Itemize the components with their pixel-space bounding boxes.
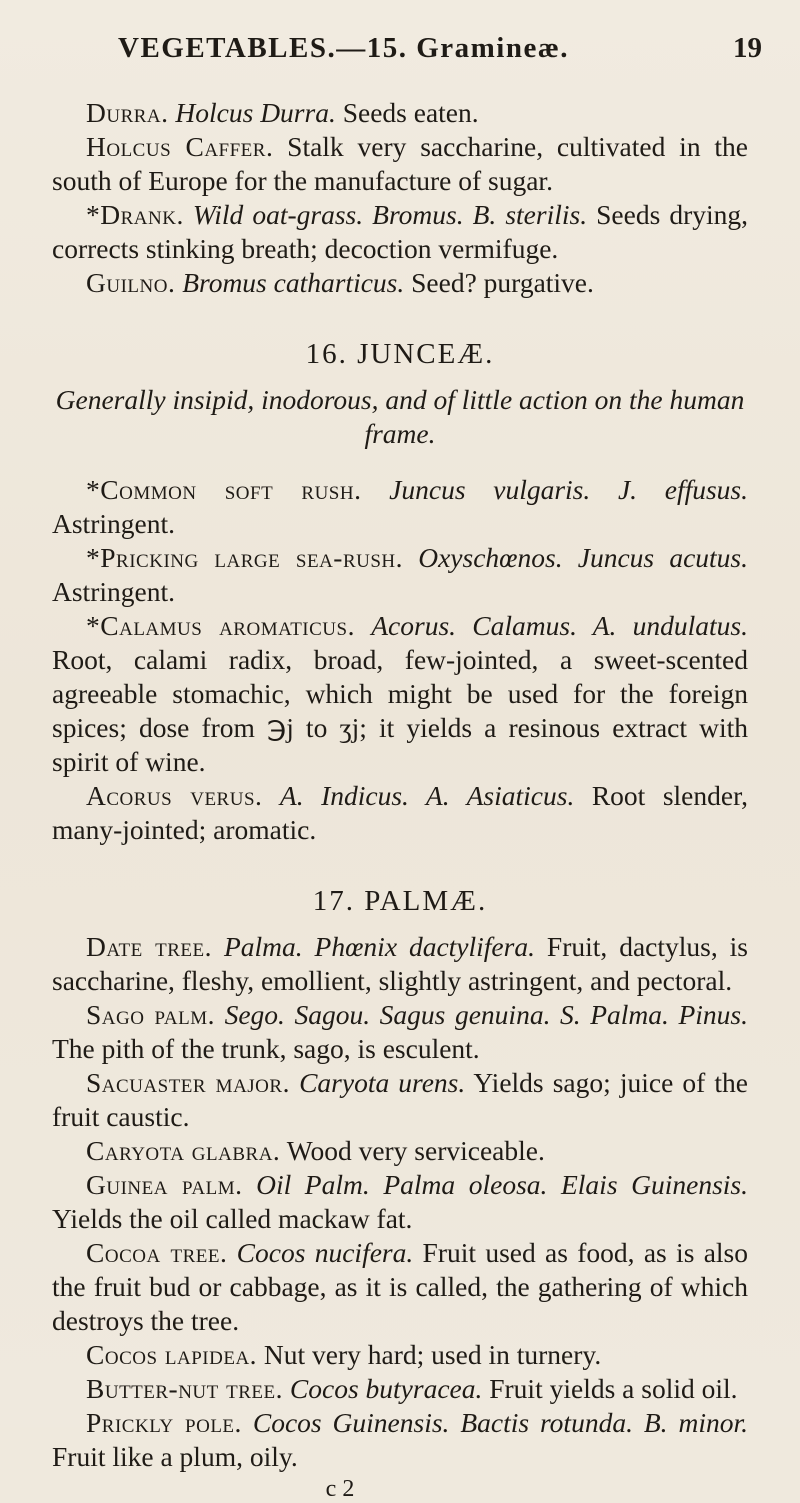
running-title: VEGETABLES.—15. Gramineæ. bbox=[118, 32, 570, 64]
entry-butter-nut-tree: Butter-nut tree. Cocos butyracea. Fruit yields a solid oil. bbox=[86, 1373, 738, 1404]
entry-drank: *Drank. Wild oat-grass. Bromus. B. sterilis. Seeds drying, corrects stinking breath; decoction vermifuge. bbox=[52, 199, 748, 264]
section-17-entries bbox=[52, 930, 748, 1474]
signature-mark: c 2 bbox=[325, 1476, 355, 1502]
section-16-entries bbox=[52, 473, 748, 847]
entry-guinea-palm: Guinea palm. Oil Palm. Palma oleosa. Elais Guinensis. Yields the oil called mackaw fat. bbox=[52, 1169, 748, 1234]
running-head bbox=[0, 30, 800, 70]
entry-durra: Durra. Holcus Durra. Seeds eaten. bbox=[86, 97, 479, 128]
entry-cocoa-tree: Cocoa tree. Cocos nucifera. Fruit used as food, as is also the fruit bud or cabbage, as it is called, the gathering of which destroys the tree. bbox=[52, 1237, 749, 1336]
entry-caryota-glabra: Caryota glabra. Wood very serviceable. bbox=[86, 1135, 545, 1166]
entry-common-soft-rush: *Common soft rush. Juncus vulgaris. J. effusus. Astringent. bbox=[52, 474, 748, 539]
section-16-intro: Generally insipid, inodorous, and of little action on the human frame. bbox=[55, 384, 745, 449]
entry-prickly-pole: Prickly pole. Cocos Guinensis. Bactis rotunda. B. minor. Fruit like a plum, oily. bbox=[52, 1407, 749, 1472]
entry-guilno: Guilno. Bromus catharticus. Seed? purgative. bbox=[86, 267, 594, 298]
entry-sacuaster-major: Sacuaster major. Caryota urens. Yields sago; juice of the fruit caustic. bbox=[52, 1067, 748, 1132]
entry-date-tree: Date tree. Palma. Phœnix dactylifera. Fruit, dactylus, is saccharine, fleshy, emollient, slightly astringent, and pectoral. bbox=[52, 931, 749, 996]
entry-sago-palm: Sago palm. Sego. Sagou. Sagus genuina. S. Palma. Pinus. The pith of the trunk, sago, is esculent. bbox=[52, 999, 748, 1064]
entry-holcus-caffer: Holcus Caffer. Stalk very saccharine, cultivated in the south of Europe for the manufacture of sugar. bbox=[52, 131, 748, 196]
section-16-heading: 16. JUNCEÆ. bbox=[305, 338, 495, 370]
entry-acorus-verus: Acorus verus. A. Indicus. A. Asiaticus. Root slender, many-jointed; aromatic. bbox=[52, 780, 749, 845]
page-number: 19 bbox=[733, 32, 762, 64]
entry-pricking-sea-rush: *Pricking large sea-rush. Oxyschœnos. Juncus acutus. Astringent. bbox=[52, 542, 749, 607]
section-17-heading: 17. PALMÆ. bbox=[312, 885, 488, 917]
entry-calamus: *Calamus aromaticus. Acorus. Calamus. A. undulatus. Root, calami radix, broad, few-jointed, a sweet-scented agreeable stomachic, which might be used for the foreign spices; dose from ℈j to ʒj; it yields a resinous extract with spirit of wine. bbox=[52, 610, 749, 777]
section-15-continued bbox=[52, 96, 748, 300]
entry-cocos-lapidea: Cocos lapidea. Nut very hard; used in turnery. bbox=[86, 1339, 602, 1370]
